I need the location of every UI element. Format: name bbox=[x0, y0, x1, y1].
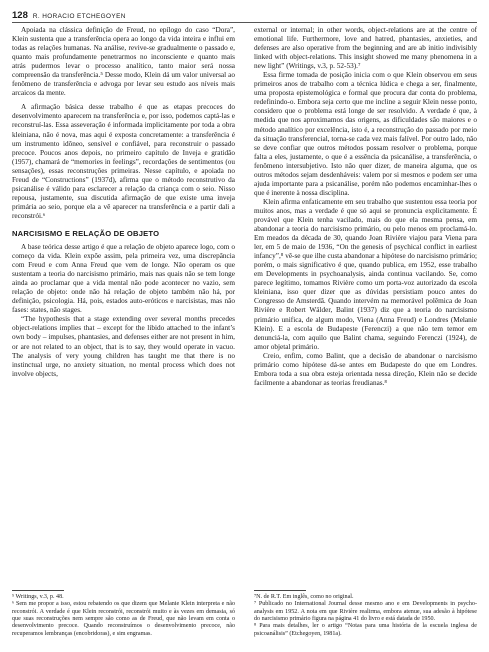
page-header bbox=[12, 10, 477, 22]
paragraph: Apoiada na clássica definição de Freud, no epílogo do caso “Dora”, Klein sustenta que a transferência opera ao longo da vida inteira e influi em todas as relações humanas. Na análise, revive-se gradualmente o passado e, quanto mais profundamente penetrarmos no inconsciente e quanto mais atrás pudermos levar o processo analítico, tanto maior será nossa compreensão da transferência.⁵ Desse modo, Klein dá um valor universal ao fenômeno de transferência e advoga por levar seu estudo aos níveis mais arcaicos da mente. bbox=[12, 26, 235, 98]
left-column bbox=[12, 26, 235, 379]
footnote: ⁶ Sem me propor a isso, estou rebatendo os que dizem que Melanie Klein interpreta e não reconstrói. A verdade é que Klein reconstrói, reconstrói muito e às vezes em demasia, só que suas reconstruções nem sempre são como as de Freud, que não levam em conta o desenvolvimento precoce. Quando reconstruímos o desenvolvimento precoce, não recuperamos lembranças (encobridoras), e sim engramas. bbox=[12, 601, 235, 637]
block-quote: “The hypothesis that a stage extending over several months precedes object-relations implies that – except for the libido attached to the infant’s own body – impulses, phantasies, and defenses either are not present in him, or are not related to an object, that is to say, they would operate in vacuo. The analysis of very young children has taught me that there is no instinctual urge, no anxiety situation, no mental process which does not involve objects, bbox=[12, 315, 235, 378]
footnote: ⁷ Publicado no International Journal desse mesmo ano e em Developments in psycho-analysis em 1952. A nota em que Rivière realirma, embora atenue, sua adesão à hipótese do narcisismo primário figura na página 41 do livro e está datada de 1950. bbox=[254, 601, 477, 622]
block-quote-continued: external or internal; in other words, object-relations are at the centre of emotional life. Furthermore, love and hatred, phantasies, anxieties, and defenses are also operative from the beginning and are ab initio indivisibly linked with object-relations. This insight showed me many phenomena in a new light” (Writings, v.3, p. 52-53).⁷ bbox=[254, 26, 477, 71]
paragraph: Klein afirma enfaticamente em seu trabalho que sustentou essa teoria por muitos anos, mas a verdade é que só aqui se pronuncia explicitamente. É provável que Klein tenha vacilado, mais do que ela mesma pensa, em abandonar a teoria do narcisismo primário, ou pelo menos em proclamá-lo. Em meados da década de 30, quando Joan Rivière viajou para Viena para ler, em 5 de maio de 1936, “On the genesis of psychical conflict in earliest infancy”,⁸ vê-se que ilhe custa abandonar a hipótese do narcisismo primário; porém, o mais significativo é que, quando publica, em 1952, esse trabalho em Developments in psychoanalysis, ainda continua vacilando. Se, como parece legítimo, tomamos Rivière como um porta-voz autorizado da escola kleiniana, isso quer dizer que as dúvidas persistiam pouco antes do Congresso de Amsterdã. Quando intervém na memorável polêmica de Joan Rivière e Robert Wälder, Balint (1937) diz que a teoria do narcisismo primário unifica, de algum modo, Viena (Anna Freud) e Londres (Melanie Klein). E a escola de Budapeste (Ferenczi) a que não tem temor em denunciá-la, com aquilo que Balint chama, seguindo Ferenczi (1924), de amor objetal primário. bbox=[254, 197, 477, 351]
paragraph: A afirmação básica desse trabalho é que as etapas precoces do desenvolvimento aparecem na transferência e, por isso, podemos captá-las e reconstruí-las. Essa asseveração é informada implicitamente por toda a obra kleiniana, não é nova, mas aqui é exposta concretamente: a transferência é um instrumento idôneo, sensível e confiável, para reconstruir o passado precoce. Poucos anos depois, no primeiro capítulo de Inveja e gratidão (1957), chamará de “memories in feelings”, recordações de sentimentos (ou sensações), essas reconstruções primeiras. Nesse capítulo, e apoiada no Freud de “Constructions” (1937d), afirma que o método reconstrutivo da psicanálise é válido para esclarecer a relação da criança com o seio. Nisso repousa, justamente, sua discutida afirmação de que existe uma inveja primária ao seio, porque ela a vê aparecer na transferência e a partir dali a reconstrói.⁶ bbox=[12, 103, 235, 220]
footnote: ⁵ Writings, v.3, p. 48. bbox=[12, 593, 64, 600]
header-rule bbox=[12, 22, 477, 23]
footnote-rule bbox=[254, 590, 306, 591]
footnote-rule bbox=[12, 590, 64, 591]
paragraph: A base teórica desse artigo é que a relação de objeto aparece logo, com o começo da vida. Klein expõe assim, pela primeira vez, uma discrepância com Freud e com Anna Freud que vem de longe. Não operam os que sustentam a teoria do narcisismo primário, mais nas quais não se tem longe ainda ao proclamar que a vida mental não pode acontecer no vazio, sem relação de objeto: onde não há relação de objeto também não há, por definição, psicologia. Há, pois, estados auto-eróticos e narcisistas, mas não fases: states, não stages. bbox=[12, 242, 235, 315]
paragraph: Creio, enfim, como Balint, que a decisão de abandonar o narcisismo primário como hipótese dá-se antes em Budapeste do que em Londres. Embora toda a sua obra esteja orientada nessa direção, Klein não se decide facilmente a abandonar as teorias freudianas.⁸ bbox=[254, 351, 477, 387]
section-heading: NARCISISMO E RELAÇÃO DE OBJETO bbox=[12, 228, 160, 238]
footnotes-left bbox=[12, 590, 235, 638]
running-head: R. HORACIO ETCHEGOYEN bbox=[32, 13, 126, 20]
footnote: ⁷N. de R.T. Em inglês, como no original. bbox=[254, 593, 354, 600]
page-number: 128 bbox=[12, 10, 28, 21]
footnotes-right bbox=[254, 590, 477, 638]
right-column bbox=[254, 26, 477, 388]
footnote: ⁸ Para mais detalhes, ler o artigo “Notas para uma história de la escuela inglesa de psicoanálisis” (Etchegoyen, 1981a). bbox=[254, 623, 477, 637]
paragraph: Essa firme tomada de posição inicia com o que Klein observou em seus primeiros anos de trabalho com a técnica lúdica e chega a ser, finalmente, uma proposta epistemológica e formal que procura dar conta do problema, redefinindo-o. Embora seja certo que me incline a seguir Klein nesse ponto, considero que o problema está longe de ser resolvido. A verdade é que, à medida que nos aproximamos das origens, as dificuldades são maiores e o método analítico por excelência, isto é, a reconstrução do passado por meio da situação transferencial, torna-se cada vez mais falível. Por outro lado, não se deve confiar que outros métodos possam resolver o problema, porque falta a eles, justamente, o que é a essência da psicanálise, a transferência, o fenômeno intersubjetivo. Isto não quer dizer, de maneira alguma, que os outros métodos sejam desdenháveis: valem por si mesmos e podem ser uma ajuda importante para a psicanálise, porém não podemos encaminhar-lhes o que é inerente à nossa disciplina. bbox=[254, 71, 477, 197]
